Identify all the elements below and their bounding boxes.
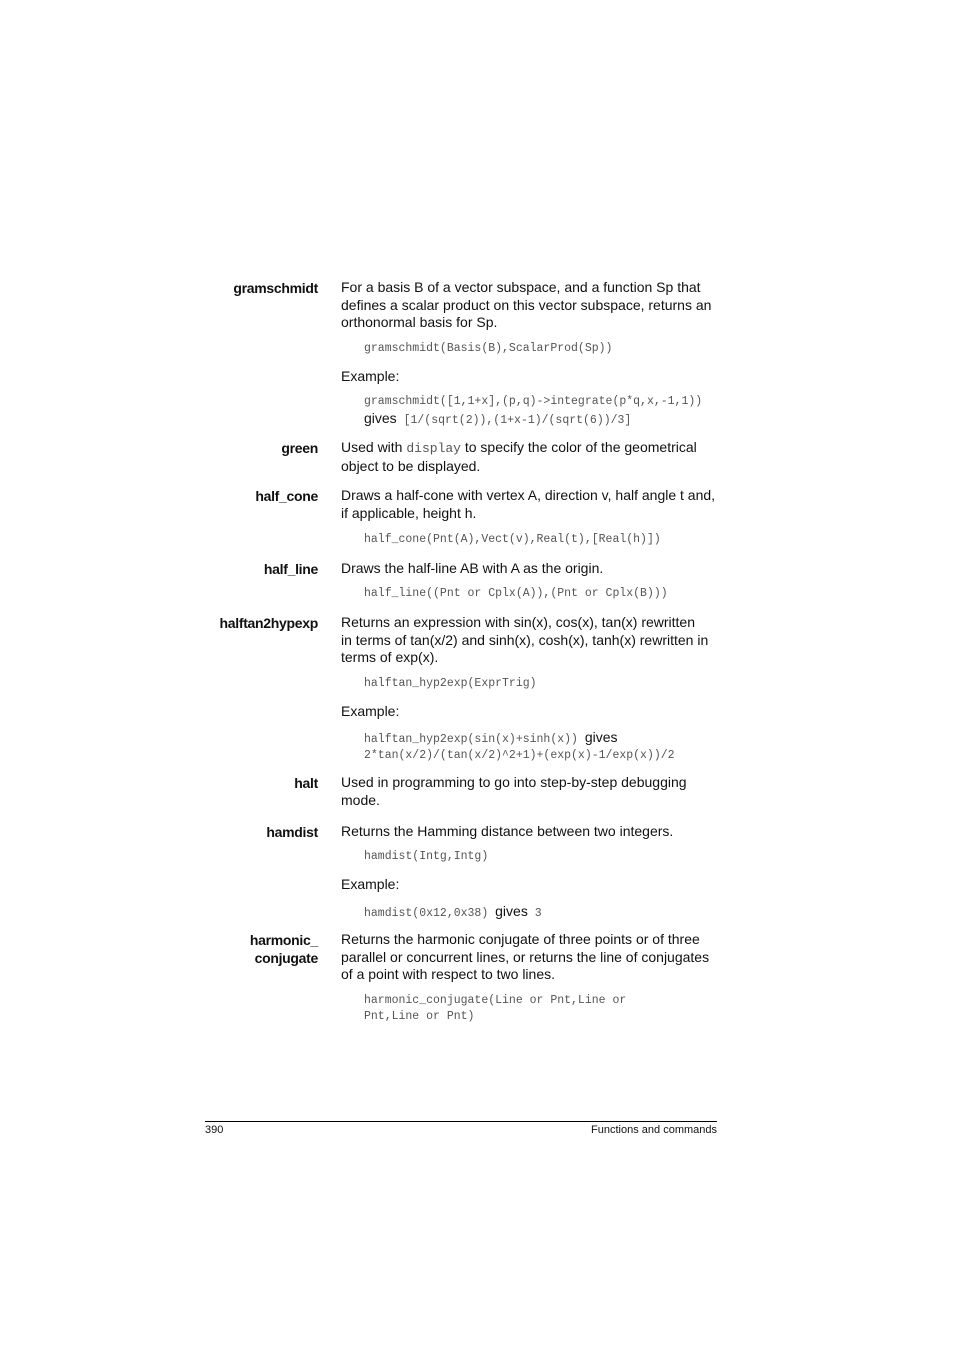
term-green: green <box>281 440 318 456</box>
example-code: gramschmidt([1,1+x],(p,q)->integrate(p*q,x,-1,1)) <box>364 395 703 408</box>
page-number: 390 <box>205 1124 224 1136</box>
example-result: 2*tan(x/2)/(tan(x/2)^2+1)+(exp(x)-1/exp(x))/2 <box>364 749 675 762</box>
term-half-line: half_line <box>263 561 318 577</box>
footer-rule <box>205 1121 717 1122</box>
description: Draws a half-cone with vertex A, direction v, half angle t and, if applicable, height h. <box>341 487 716 521</box>
example <box>364 394 709 429</box>
term-halftan2hypexp: halftan2hypexp <box>219 615 318 631</box>
term-half-cone: half_cone <box>255 488 318 504</box>
syntax: half_line((Pnt or Cplx(A)),(Pnt or Cplx(B))) <box>364 587 668 600</box>
example <box>364 903 714 922</box>
gives-label: gives <box>584 729 618 745</box>
term-gramschmidt: gramschmidt <box>233 280 318 296</box>
term-hamdist: hamdist <box>266 824 318 840</box>
description <box>341 439 713 475</box>
footer-section-title: Functions and commands <box>591 1124 717 1136</box>
term-harmonic-conjugate: harmonic_ conjugate <box>249 932 318 966</box>
desc-text: Used with <box>341 439 403 455</box>
syntax: halftan_hyp2exp(ExprTrig) <box>364 677 537 690</box>
term-halt: halt <box>294 775 318 791</box>
syntax: harmonic_conjugate(Line or Pnt,Line or Pnt,Line or Pnt) <box>364 994 634 1023</box>
description: Returns an expression with sin(x), cos(x), tan(x) rewritten in terms of tan(x/2) and sinh(x), cosh(x), tanh(x) rewritten in terms of exp(x). <box>341 614 709 665</box>
example <box>364 729 709 764</box>
example-code: hamdist(0x12,0x38) <box>364 907 489 920</box>
example-label: Example: <box>341 368 400 384</box>
example-label: Example: <box>341 876 400 892</box>
example-code: halftan_hyp2exp(sin(x)+sinh(x)) <box>364 733 578 746</box>
description: Used in programming to go into step-by-step debugging mode. <box>341 774 687 808</box>
example-result: [1/(sqrt(2)),(1+x-1)/(sqrt(6))/3] <box>403 414 632 427</box>
inline-code: display <box>406 441 461 456</box>
description: Returns the Hamming distance between two integers. <box>341 823 674 839</box>
example-label: Example: <box>341 703 400 719</box>
syntax: hamdist(Intg,Intg) <box>364 850 489 863</box>
description: For a basis B of a vector subspace, and a function Sp that defines a scalar product on this vector subspace, returns an orthonormal basis for Sp. <box>341 279 712 330</box>
gives-label: gives <box>364 410 397 426</box>
desc-text: to specify the color of the geometrical object to be displayed. <box>341 439 697 474</box>
description: Returns the harmonic conjugate of three points or of three parallel or concurrent lines, or returns the line of conjugates of a point with respect to two lines. <box>341 931 710 982</box>
description: Draws the half-line AB with A as the origin. <box>341 560 604 576</box>
syntax: gramschmidt(Basis(B),ScalarProd(Sp)) <box>364 342 613 355</box>
gives-label: gives <box>495 903 528 919</box>
example-result: 3 <box>534 907 542 920</box>
syntax: half_cone(Pnt(A),Vect(v),Real(t),[Real(h)]) <box>364 533 661 546</box>
